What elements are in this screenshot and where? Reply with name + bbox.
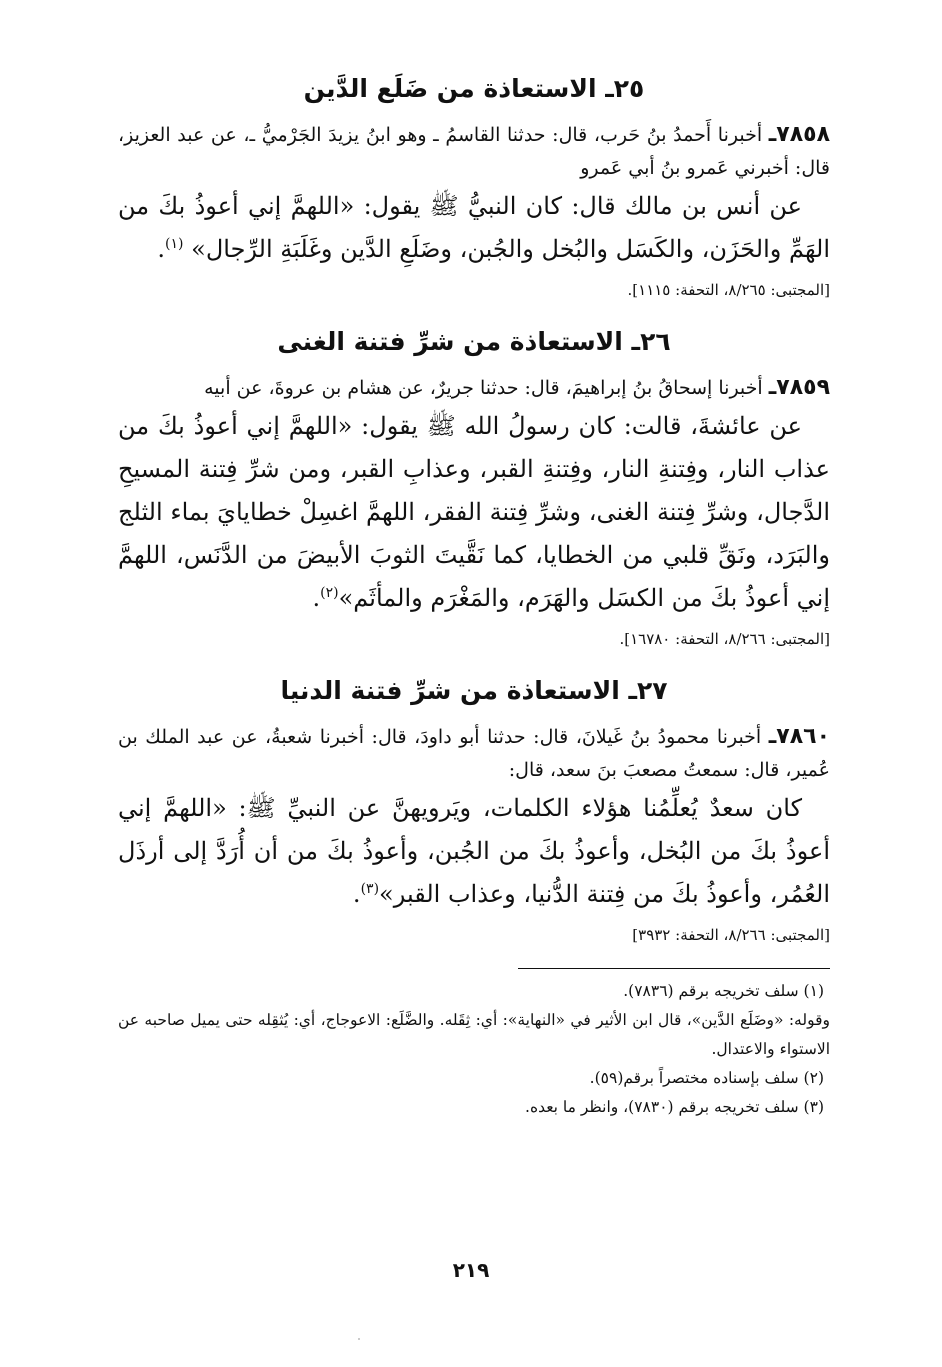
footnote-3: (٣) سلف تخريجه برقم (٧٨٣٠)، وانظر ما بعده. [525, 1098, 824, 1116]
chapter-title: ٢٦ـ الاستعاذة من شرِّ فتنة الغنى [277, 327, 671, 356]
section-25 [118, 70, 830, 303]
footnote-1-continued: وقوله: «وضَلَع الدَّين»، قال ابن الأثير في «النهاية»: أي: ثِقَله. والضَّلَع: الاعوجاج، أي: يُثقِله حتى يميل صاحبه عن الاستواء والاعتدال. [118, 1011, 830, 1058]
isnad-text: أخبرنا إسحاقُ بنُ إبراهيمَ، قال: حدثنا جريرٌ، عن هشام بن عروةَ، عن أبيه [204, 377, 763, 399]
footnote-divider [518, 968, 830, 969]
footnote-ref[interactable]: (٢) [320, 585, 339, 601]
chapter-title: ٢٧ـ الاستعاذة من شرِّ فتنة الدنيا [280, 676, 668, 705]
footnote-ref[interactable]: (١) [165, 236, 184, 252]
hadith-matn: كان سعدٌ يُعلِّمُنا هؤلاء الكلمات، ويَرويهنَّ عن النبيِّ ﷺ: «اللهمَّ إني أعوذُ بكَ من البُخل، وأعوذُ بكَ من الجُبن، وأعوذُ بكَ من أن أُرَدَّ إلى أرذَل العُمُر، وأعوذُ بكَ من فِتنة الدُّنيا، وعذاب القبر»$^{(٣)}$. [118, 794, 830, 908]
hadith-number: ٧٨٥٨ـ [768, 122, 830, 147]
isnad-text: أخبرنا محمودُ بنُ غَيلانَ، قال: حدثنا أبو داودَ، قال: أخبرنا شعبةُ، عن عبد الملك بن عُمير، قال: سمعتُ مصعبَ بنَ سعد، قال: [118, 726, 830, 781]
scan-speck [358, 1338, 360, 1340]
hadith-matn: عن عائشةَ، قالت: كان رسولُ الله ﷺ يقول: «اللهمَّ إني أعوذُ بكَ من عذاب النار، وفِتنةِ النار، وفِتنةِ القبر، وعذابِ القبر، ومن شرِّ فِتنة المسيحِ الدَّجال، وشرِّ فِتنة الغنى، وشرِّ فِتنة الفقر، اللهمَّ اغسِلْ خطايايَ بماء الثلج والبَرَد، ونَقِّ قلبي من الخطايا، كما نَقَّيتَ الثوبَ الأبيضَ من الدَّنَس، اللهمَّ إني أعوذُ بكَ من الكسَل والهَرَم، والمَغْرَم والمأثَم»$^{(٢)}$. [118, 412, 831, 612]
source-reference: [المجتبى: ٨/٢٦٥، التحفة: ١١١٥]. [627, 281, 830, 299]
page-number: ٢١٩ [452, 1258, 490, 1282]
matn-text: عن أنس بن مالك قال: كان النبيُّ ﷺ يقول: «اللهمَّ إني أعوذُ بكَ من الهَمِّ والحَزَن، والكَسَل والبُخل والجُبن، وضَلَعِ الدَّين وغَلَبَةِ الرِّجال» [118, 192, 830, 263]
chapter-title: ٢٥ـ الاستعاذة من ضَلَع الدَّين [303, 74, 645, 103]
matn-text: كان سعدٌ يُعلِّمُنا هؤلاء الكلمات، ويَرويهنَّ عن النبيِّ ﷺ: «اللهمَّ إني أعوذُ بكَ من البُخل، وأعوذُ بكَ من الجُبن، وأعوذُ بكَ من أن أُرَدَّ إلى أرذَل العُمُر، وأعوذُ بكَ من فِتنة الدُّنيا، وعذاب القبر» [118, 794, 830, 908]
footnote-2: (٢) سلف بإسناده مختصراً برقم(٥٩). [589, 1069, 824, 1087]
hadith-isnad [118, 118, 830, 185]
hadith-isnad [118, 720, 830, 787]
section-26 [118, 323, 830, 652]
matn-text: عن عائشةَ، قالت: كان رسولُ الله ﷺ يقول: «اللهمَّ إني أعوذُ بكَ من عذاب النار، وفِتنةِ النار، وفِتنةِ القبر، وعذابِ القبر، ومن شرِّ فِتنة المسيحِ الدَّجال، وشرِّ فِتنة الغنى، وشرِّ فِتنة الفقر، اللهمَّ اغسِلْ خطايايَ بماء الثلج والبَرَد، ونَقِّ قلبي من الخطايا، كما نَقَّيتَ الثوبَ الأبيضَ من الدَّنَس، اللهمَّ إني أعوذُ بكَ من الكسَل والهَرَم، والمَغْرَم والمأثَم» [118, 412, 831, 612]
source-reference: [المجتبى: ٨/٢٦٦، التحفة: ٣٩٣٢] [632, 926, 830, 944]
footnote-1: (١) سلف تخريجه برقم (٧٨٣٦). [623, 982, 824, 1000]
hadith-number: ٧٨٥٩ـ [768, 375, 830, 400]
isnad-text: أخبرنا أَحمدُ بنُ حَرب، قال: حدثنا القاسمُ ـ وهو ابنُ يزيدَ الجَرْميُّ ـ، عن عبد العزيز، قال: أخبرني عَمرو بنُ أبي عَمرو [118, 124, 830, 179]
source-reference: [المجتبى: ٨/٢٦٦، التحفة: ١٦٧٨٠]. [619, 630, 830, 648]
document-page [118, 70, 830, 1327]
hadith-number: ٧٨٦٠ـ [768, 724, 830, 749]
hadith-isnad [118, 371, 830, 405]
footnotes [118, 977, 830, 1122]
section-27 [118, 672, 830, 948]
hadith-matn: عن أنس بن مالك قال: كان النبيُّ ﷺ يقول: «اللهمَّ إني أعوذُ بكَ من الهَمِّ والحَزَن، والكَسَل والبُخل والجُبن، وضَلَعِ الدَّين وغَلَبَةِ الرِّجال» $^{(١)}$. [118, 192, 830, 263]
footnote-ref[interactable]: (٣) [360, 881, 380, 897]
